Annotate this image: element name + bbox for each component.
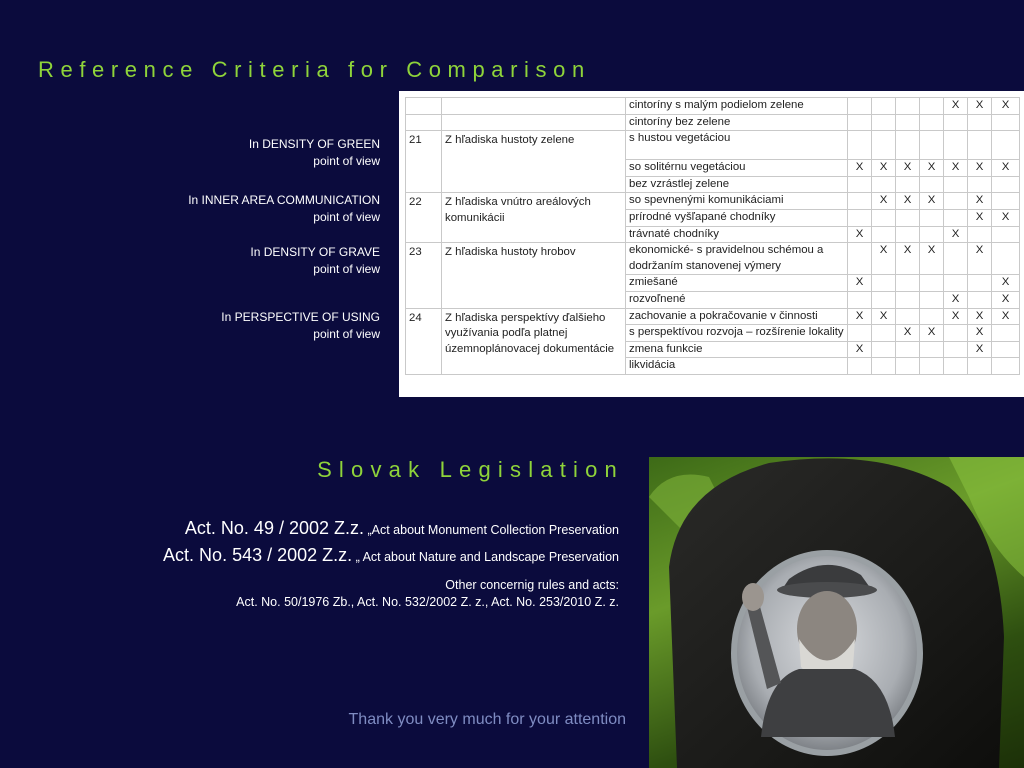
mark-cell: X bbox=[968, 193, 992, 210]
mark-cell bbox=[944, 341, 968, 358]
mark-cell bbox=[872, 114, 896, 131]
criteria-label-line1: In DENSITY OF GREEN bbox=[248, 137, 380, 151]
criterion-number: 24 bbox=[406, 308, 442, 374]
criterion-description bbox=[442, 98, 626, 115]
table-row bbox=[406, 98, 1020, 115]
mark-cell bbox=[968, 358, 992, 375]
table-row bbox=[406, 308, 1020, 325]
mark-cell bbox=[968, 291, 992, 308]
table-row bbox=[406, 243, 1020, 275]
mark-cell bbox=[896, 209, 920, 226]
mark-cell bbox=[872, 275, 896, 292]
act-49-line bbox=[185, 515, 619, 543]
table-row bbox=[406, 131, 1020, 160]
mark-cell bbox=[896, 226, 920, 243]
mark-cell bbox=[992, 114, 1020, 131]
mark-cell bbox=[968, 131, 992, 160]
criterion-option: prírodné vyšľapané chodníky bbox=[626, 209, 848, 226]
criterion-option: s perspektívou rozvoja – rozšírenie lokality bbox=[626, 325, 848, 342]
criterion-option: so solitérnu vegetáciou bbox=[626, 160, 848, 177]
mark-cell bbox=[968, 176, 992, 193]
mark-cell bbox=[968, 226, 992, 243]
mark-cell bbox=[944, 243, 968, 275]
criterion-option: cintoríny s malým podielom zelene bbox=[626, 98, 848, 115]
mark-cell: X bbox=[920, 160, 944, 177]
mark-cell bbox=[920, 114, 944, 131]
gravestone-illustration bbox=[649, 457, 1024, 768]
mark-cell bbox=[992, 131, 1020, 160]
mark-cell bbox=[920, 176, 944, 193]
criterion-option: cintoríny bez zelene bbox=[626, 114, 848, 131]
mark-cell: X bbox=[968, 243, 992, 275]
mark-cell: X bbox=[944, 160, 968, 177]
mark-cell bbox=[872, 226, 896, 243]
mark-cell: X bbox=[920, 325, 944, 342]
mark-cell bbox=[944, 275, 968, 292]
mark-cell: X bbox=[848, 308, 872, 325]
mark-cell bbox=[968, 114, 992, 131]
mark-cell bbox=[896, 131, 920, 160]
mark-cell: X bbox=[896, 325, 920, 342]
mark-cell: X bbox=[896, 243, 920, 275]
mark-cell bbox=[944, 209, 968, 226]
criterion-option: likvidácia bbox=[626, 358, 848, 375]
mark-cell: X bbox=[848, 341, 872, 358]
criterion-description: Z hľadiska hustoty hrobov bbox=[442, 243, 626, 308]
mark-cell bbox=[848, 291, 872, 308]
mark-cell bbox=[848, 243, 872, 275]
criterion-option: zachovanie a pokračovanie v činnosti bbox=[626, 308, 848, 325]
mark-cell: X bbox=[920, 243, 944, 275]
criteria-label-line2: point of view bbox=[313, 154, 380, 168]
criteria-label-line2: point of view bbox=[313, 327, 380, 341]
mark-cell bbox=[992, 176, 1020, 193]
mark-cell bbox=[896, 98, 920, 115]
mark-cell bbox=[848, 209, 872, 226]
mark-cell: X bbox=[992, 160, 1020, 177]
table-row bbox=[406, 193, 1020, 210]
criterion-option: so spevnenými komunikáciami bbox=[626, 193, 848, 210]
criterion-option: zmiešané bbox=[626, 275, 848, 292]
act-543-description: „ Act about Nature and Landscape Preservation bbox=[352, 550, 619, 564]
criterion-number: 22 bbox=[406, 193, 442, 243]
mark-cell bbox=[896, 291, 920, 308]
mark-cell bbox=[872, 291, 896, 308]
mark-cell bbox=[872, 98, 896, 115]
mark-cell bbox=[848, 358, 872, 375]
mark-cell bbox=[920, 291, 944, 308]
mark-cell: X bbox=[872, 243, 896, 275]
criteria-label-communication bbox=[188, 192, 380, 226]
mark-cell bbox=[920, 358, 944, 375]
other-rules bbox=[236, 577, 619, 611]
mark-cell: X bbox=[872, 160, 896, 177]
mark-cell: X bbox=[848, 160, 872, 177]
table-row bbox=[406, 114, 1020, 131]
criteria-label-line2: point of view bbox=[313, 262, 380, 276]
legislation-heading: Slovak Legislation bbox=[317, 457, 624, 482]
criterion-option: s hustou vegetáciou bbox=[626, 131, 848, 160]
mark-cell bbox=[920, 209, 944, 226]
mark-cell bbox=[872, 131, 896, 160]
criterion-option: ekonomické- s pravidelnou schémou a dodržaním stanovenej výmery bbox=[626, 243, 848, 275]
mark-cell bbox=[848, 193, 872, 210]
mark-cell bbox=[920, 341, 944, 358]
criteria-label-perspective bbox=[221, 309, 380, 343]
mark-cell bbox=[848, 114, 872, 131]
mark-cell bbox=[848, 98, 872, 115]
mark-cell bbox=[896, 114, 920, 131]
criteria-label-line1: In INNER AREA COMMUNICATION bbox=[188, 193, 380, 207]
criteria-label-line1: In DENSITY OF GRAVE bbox=[250, 245, 380, 259]
gravestone-photo bbox=[649, 457, 1024, 768]
criterion-option: zmena funkcie bbox=[626, 341, 848, 358]
criteria-label-line2: point of view bbox=[313, 210, 380, 224]
mark-cell bbox=[872, 358, 896, 375]
mark-cell: X bbox=[992, 308, 1020, 325]
mark-cell: X bbox=[968, 325, 992, 342]
mark-cell: X bbox=[872, 308, 896, 325]
mark-cell bbox=[944, 358, 968, 375]
mark-cell bbox=[944, 114, 968, 131]
mark-cell bbox=[992, 193, 1020, 210]
act-543-line bbox=[163, 542, 619, 570]
criterion-description: Z hľadiska hustoty zelene bbox=[442, 131, 626, 193]
mark-cell: X bbox=[992, 275, 1020, 292]
criteria-label-line1: In PERSPECTIVE OF USING bbox=[221, 310, 380, 324]
act-49-description: „Act about Monument Collection Preservation bbox=[364, 523, 619, 537]
act-543-number: Act. No. 543 / 2002 Z.z. bbox=[163, 545, 353, 565]
mark-cell: X bbox=[920, 193, 944, 210]
criterion-number bbox=[406, 98, 442, 115]
criterion-option: bez vzrástlej zelene bbox=[626, 176, 848, 193]
criteria-label-green bbox=[249, 136, 380, 170]
mark-cell: X bbox=[944, 291, 968, 308]
criterion-description: Z hľadiska vnútro areálových komunikácii bbox=[442, 193, 626, 243]
criterion-description: Z hľadiska perspektívy ďalšieho využívania podľa platnej územnoplánovacej dokumentácie bbox=[442, 308, 626, 374]
criteria-table bbox=[405, 97, 1020, 375]
mark-cell bbox=[920, 98, 944, 115]
mark-cell: X bbox=[968, 341, 992, 358]
mark-cell bbox=[992, 243, 1020, 275]
mark-cell bbox=[944, 325, 968, 342]
criterion-description bbox=[442, 114, 626, 131]
mark-cell: X bbox=[944, 226, 968, 243]
mark-cell bbox=[920, 226, 944, 243]
criterion-number bbox=[406, 114, 442, 131]
mark-cell: X bbox=[968, 160, 992, 177]
mark-cell bbox=[992, 325, 1020, 342]
mark-cell: X bbox=[968, 98, 992, 115]
mark-cell bbox=[872, 325, 896, 342]
mark-cell: X bbox=[872, 193, 896, 210]
mark-cell: X bbox=[968, 209, 992, 226]
mark-cell bbox=[992, 358, 1020, 375]
mark-cell bbox=[992, 226, 1020, 243]
mark-cell bbox=[896, 308, 920, 325]
mark-cell bbox=[872, 209, 896, 226]
mark-cell: X bbox=[992, 291, 1020, 308]
mark-cell bbox=[848, 325, 872, 342]
mark-cell bbox=[920, 275, 944, 292]
mark-cell bbox=[920, 308, 944, 325]
mark-cell: X bbox=[992, 98, 1020, 115]
criteria-heading: Reference Criteria for Comparison bbox=[38, 57, 591, 82]
mark-cell bbox=[944, 176, 968, 193]
thanks-message: Thank you very much for your attention bbox=[348, 711, 626, 728]
mark-cell bbox=[944, 131, 968, 160]
mark-cell: X bbox=[896, 160, 920, 177]
mark-cell: X bbox=[896, 193, 920, 210]
other-rules-list: Act. No. 50/1976 Zb., Act. No. 532/2002 Z. z., Act. No. 253/2010 Z. z. bbox=[236, 595, 619, 609]
act-49-number: Act. No. 49 / 2002 Z.z. bbox=[184, 518, 364, 538]
mark-cell: X bbox=[968, 308, 992, 325]
mark-cell bbox=[872, 176, 896, 193]
mark-cell bbox=[968, 275, 992, 292]
criteria-table-image bbox=[399, 91, 1024, 397]
mark-cell: X bbox=[944, 308, 968, 325]
mark-cell bbox=[872, 341, 896, 358]
mark-cell bbox=[920, 131, 944, 160]
mark-cell bbox=[896, 176, 920, 193]
criterion-number: 23 bbox=[406, 243, 442, 308]
criterion-option: rozvoľnené bbox=[626, 291, 848, 308]
mark-cell bbox=[848, 176, 872, 193]
mark-cell bbox=[896, 358, 920, 375]
mark-cell bbox=[992, 341, 1020, 358]
mark-cell: X bbox=[848, 275, 872, 292]
mark-cell: X bbox=[848, 226, 872, 243]
mark-cell bbox=[944, 193, 968, 210]
criterion-number: 21 bbox=[406, 131, 442, 193]
other-rules-title: Other concernig rules and acts: bbox=[445, 578, 619, 592]
criteria-label-grave bbox=[250, 244, 380, 278]
mark-cell bbox=[896, 275, 920, 292]
mark-cell bbox=[848, 131, 872, 160]
mark-cell: X bbox=[992, 209, 1020, 226]
mark-cell bbox=[896, 341, 920, 358]
mark-cell: X bbox=[944, 98, 968, 115]
criterion-option: trávnaté chodníky bbox=[626, 226, 848, 243]
